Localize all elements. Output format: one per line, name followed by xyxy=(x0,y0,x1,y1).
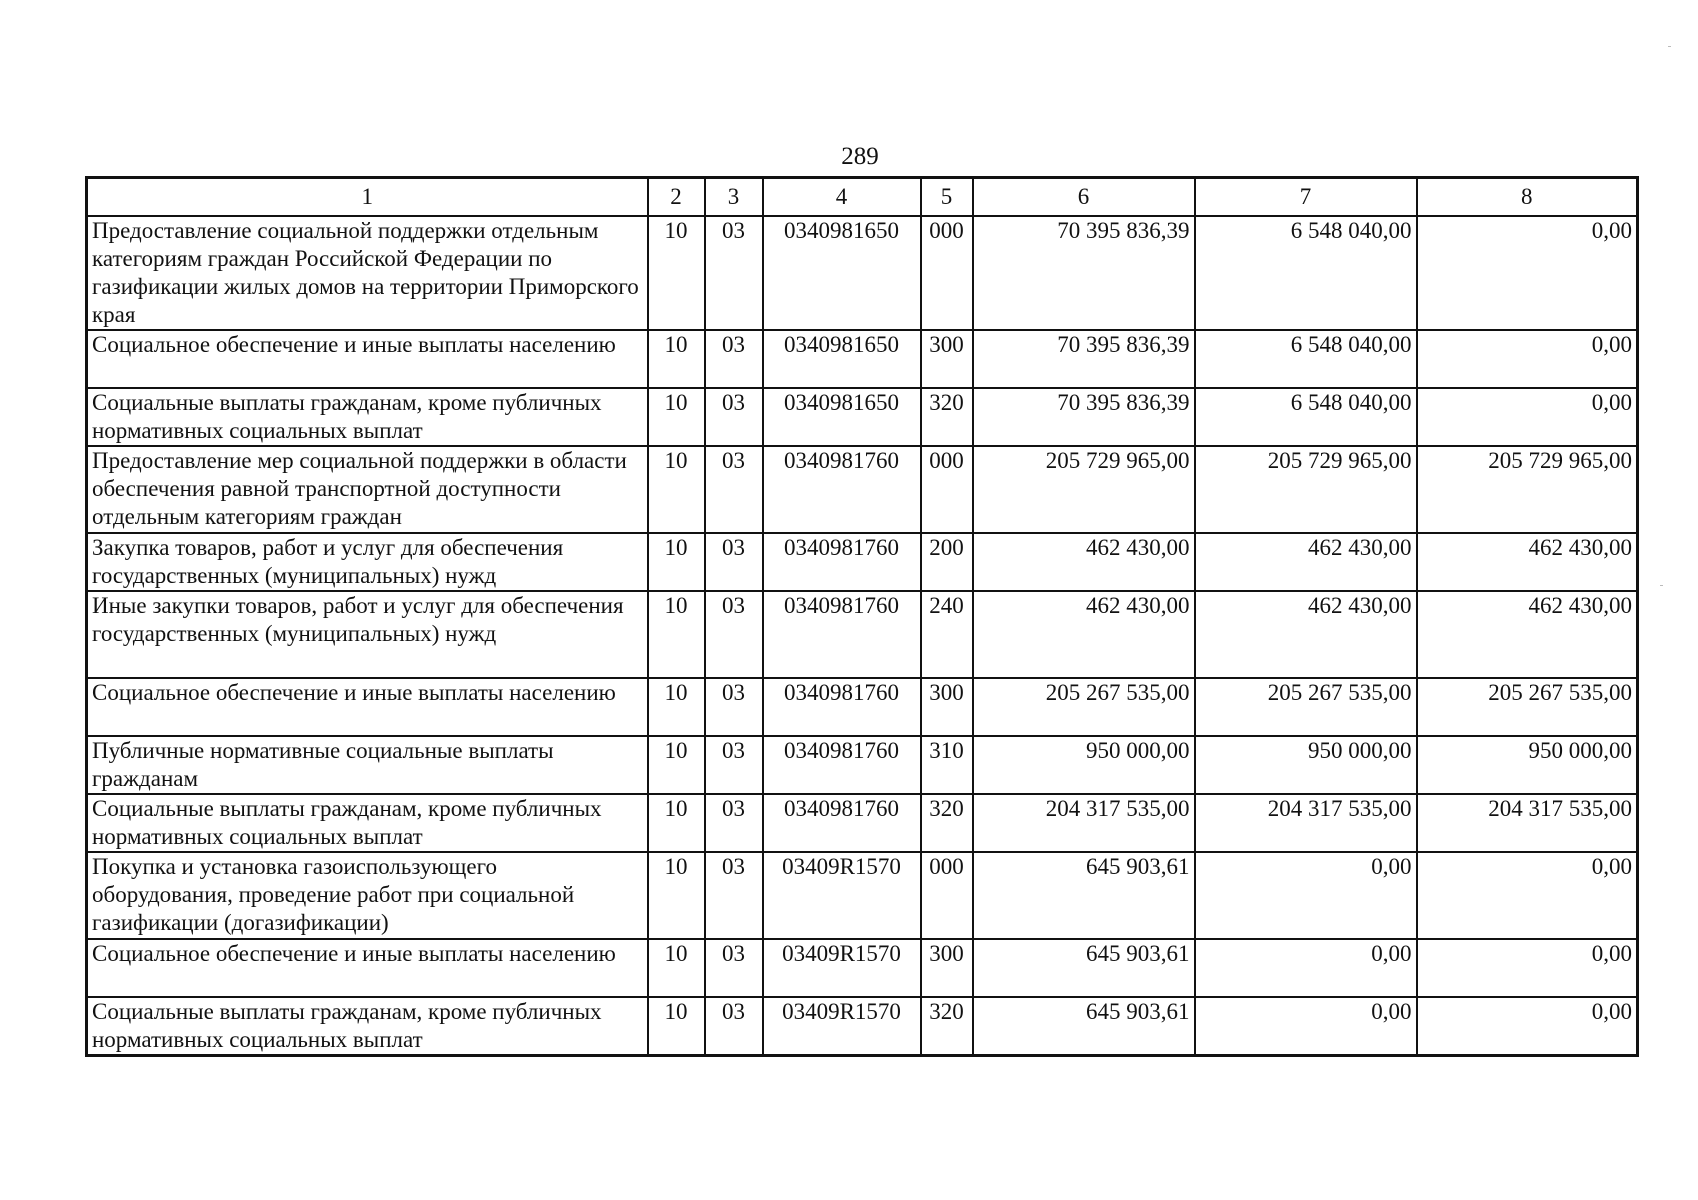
table-body xyxy=(87,216,1638,1056)
row-subsection: 03 xyxy=(705,852,763,939)
column-header-2: 2 xyxy=(648,178,705,217)
table-row xyxy=(87,997,1638,1056)
row-expense-type: 200 xyxy=(921,533,973,591)
row-section: 10 xyxy=(648,997,705,1056)
row-amount-col8: 462 430,00 xyxy=(1417,533,1638,591)
row-expense-type: 240 xyxy=(921,591,973,678)
row-name: Предоставление социальной поддержки отдельным категориям граждан Российской Федерации по газификации жилых домов на территории Приморского края xyxy=(87,216,648,330)
row-amount-col7: 462 430,00 xyxy=(1195,533,1417,591)
row-amount-col7: 6 548 040,00 xyxy=(1195,388,1417,446)
row-target-code: 0340981760 xyxy=(763,794,921,852)
row-amount-col7: 462 430,00 xyxy=(1195,591,1417,678)
row-amount-col7: 205 267 535,00 xyxy=(1195,678,1417,736)
row-expense-type: 310 xyxy=(921,736,973,794)
row-amount-col7: 6 548 040,00 xyxy=(1195,216,1417,330)
row-name: Социальные выплаты гражданам, кроме публичных нормативных социальных выплат xyxy=(87,794,648,852)
row-expense-type: 320 xyxy=(921,794,973,852)
row-amount-col8: 0,00 xyxy=(1417,852,1638,939)
column-header-3: 3 xyxy=(705,178,763,217)
row-name: Публичные нормативные социальные выплаты гражданам xyxy=(87,736,648,794)
row-amount-col8: 0,00 xyxy=(1417,216,1638,330)
table-row xyxy=(87,330,1638,388)
row-target-code: 03409R1570 xyxy=(763,997,921,1056)
row-amount-col7: 950 000,00 xyxy=(1195,736,1417,794)
row-section: 10 xyxy=(648,939,705,997)
row-name: Социальное обеспечение и иные выплаты населению xyxy=(87,939,648,997)
column-header-6: 6 xyxy=(973,178,1195,217)
row-amount-col6: 645 903,61 xyxy=(973,852,1195,939)
row-amount-col8: 950 000,00 xyxy=(1417,736,1638,794)
column-header-5: 5 xyxy=(921,178,973,217)
table-row xyxy=(87,678,1638,736)
header-row xyxy=(87,178,1638,217)
row-subsection: 03 xyxy=(705,446,763,533)
row-name: Социальное обеспечение и иные выплаты населению xyxy=(87,678,648,736)
table-row xyxy=(87,388,1638,446)
row-target-code: 03409R1570 xyxy=(763,939,921,997)
row-subsection: 03 xyxy=(705,591,763,678)
row-subsection: 03 xyxy=(705,678,763,736)
row-name: Предоставление мер социальной поддержки в области обеспечения равной транспортной доступности отдельным категориям граждан xyxy=(87,446,648,533)
row-amount-col8: 0,00 xyxy=(1417,388,1638,446)
row-expense-type: 300 xyxy=(921,939,973,997)
row-section: 10 xyxy=(648,736,705,794)
row-amount-col7: 0,00 xyxy=(1195,939,1417,997)
row-amount-col6: 462 430,00 xyxy=(973,533,1195,591)
row-expense-type: 000 xyxy=(921,852,973,939)
budget-table xyxy=(85,176,1639,1057)
row-amount-col6: 950 000,00 xyxy=(973,736,1195,794)
row-amount-col6: 462 430,00 xyxy=(973,591,1195,678)
row-amount-col8: 0,00 xyxy=(1417,997,1638,1056)
row-amount-col6: 70 395 836,39 xyxy=(973,388,1195,446)
scan-speck xyxy=(1668,46,1671,47)
row-subsection: 03 xyxy=(705,330,763,388)
row-amount-col7: 0,00 xyxy=(1195,852,1417,939)
row-name: Закупка товаров, работ и услуг для обеспечения государственных (муниципальных) нужд xyxy=(87,533,648,591)
table-row xyxy=(87,852,1638,939)
row-amount-col8: 204 317 535,00 xyxy=(1417,794,1638,852)
table-header xyxy=(87,178,1638,217)
row-target-code: 0340981760 xyxy=(763,591,921,678)
row-target-code: 0340981760 xyxy=(763,736,921,794)
row-target-code: 0340981760 xyxy=(763,446,921,533)
row-amount-col6: 204 317 535,00 xyxy=(973,794,1195,852)
row-section: 10 xyxy=(648,852,705,939)
row-amount-col7: 0,00 xyxy=(1195,997,1417,1056)
row-subsection: 03 xyxy=(705,794,763,852)
table-row xyxy=(87,939,1638,997)
row-amount-col6: 645 903,61 xyxy=(973,997,1195,1056)
row-section: 10 xyxy=(648,216,705,330)
page-number: 289 xyxy=(841,143,879,170)
row-amount-col8: 205 729 965,00 xyxy=(1417,446,1638,533)
row-expense-type: 300 xyxy=(921,330,973,388)
row-amount-col6: 205 267 535,00 xyxy=(973,678,1195,736)
row-expense-type: 320 xyxy=(921,997,973,1056)
row-section: 10 xyxy=(648,533,705,591)
row-section: 10 xyxy=(648,388,705,446)
table-row xyxy=(87,794,1638,852)
table-row xyxy=(87,533,1638,591)
row-amount-col7: 205 729 965,00 xyxy=(1195,446,1417,533)
table-row xyxy=(87,216,1638,330)
column-header-8: 8 xyxy=(1417,178,1638,217)
row-target-code: 0340981650 xyxy=(763,388,921,446)
row-amount-col8: 0,00 xyxy=(1417,330,1638,388)
row-target-code: 0340981650 xyxy=(763,330,921,388)
row-subsection: 03 xyxy=(705,736,763,794)
table-row xyxy=(87,446,1638,533)
row-name: Социальные выплаты гражданам, кроме публичных нормативных социальных выплат xyxy=(87,388,648,446)
row-subsection: 03 xyxy=(705,997,763,1056)
row-amount-col7: 6 548 040,00 xyxy=(1195,330,1417,388)
row-subsection: 03 xyxy=(705,939,763,997)
table-row xyxy=(87,736,1638,794)
row-amount-col8: 205 267 535,00 xyxy=(1417,678,1638,736)
scan-speck xyxy=(1660,585,1663,586)
table-row xyxy=(87,591,1638,678)
row-name: Покупка и установка газоиспользующего оборудования, проведение работ при социальной газификации (догазификации) xyxy=(87,852,648,939)
row-amount-col8: 462 430,00 xyxy=(1417,591,1638,678)
row-amount-col6: 205 729 965,00 xyxy=(973,446,1195,533)
row-amount-col6: 70 395 836,39 xyxy=(973,330,1195,388)
row-subsection: 03 xyxy=(705,388,763,446)
row-amount-col8: 0,00 xyxy=(1417,939,1638,997)
row-subsection: 03 xyxy=(705,533,763,591)
row-amount-col7: 204 317 535,00 xyxy=(1195,794,1417,852)
row-amount-col6: 645 903,61 xyxy=(973,939,1195,997)
row-target-code: 03409R1570 xyxy=(763,852,921,939)
column-header-7: 7 xyxy=(1195,178,1417,217)
row-expense-type: 000 xyxy=(921,216,973,330)
row-name: Социальное обеспечение и иные выплаты населению xyxy=(87,330,648,388)
row-target-code: 0340981760 xyxy=(763,533,921,591)
row-amount-col6: 70 395 836,39 xyxy=(973,216,1195,330)
row-expense-type: 300 xyxy=(921,678,973,736)
row-target-code: 0340981760 xyxy=(763,678,921,736)
row-section: 10 xyxy=(648,678,705,736)
row-section: 10 xyxy=(648,794,705,852)
row-expense-type: 000 xyxy=(921,446,973,533)
row-name: Социальные выплаты гражданам, кроме публичных нормативных социальных выплат xyxy=(87,997,648,1056)
row-subsection: 03 xyxy=(705,216,763,330)
column-header-1: 1 xyxy=(87,178,648,217)
column-header-4: 4 xyxy=(763,178,921,217)
row-expense-type: 320 xyxy=(921,388,973,446)
row-section: 10 xyxy=(648,446,705,533)
row-target-code: 0340981650 xyxy=(763,216,921,330)
row-section: 10 xyxy=(648,330,705,388)
row-section: 10 xyxy=(648,591,705,678)
row-name: Иные закупки товаров, работ и услуг для обеспечения государственных (муниципальных) нужд xyxy=(87,591,648,678)
